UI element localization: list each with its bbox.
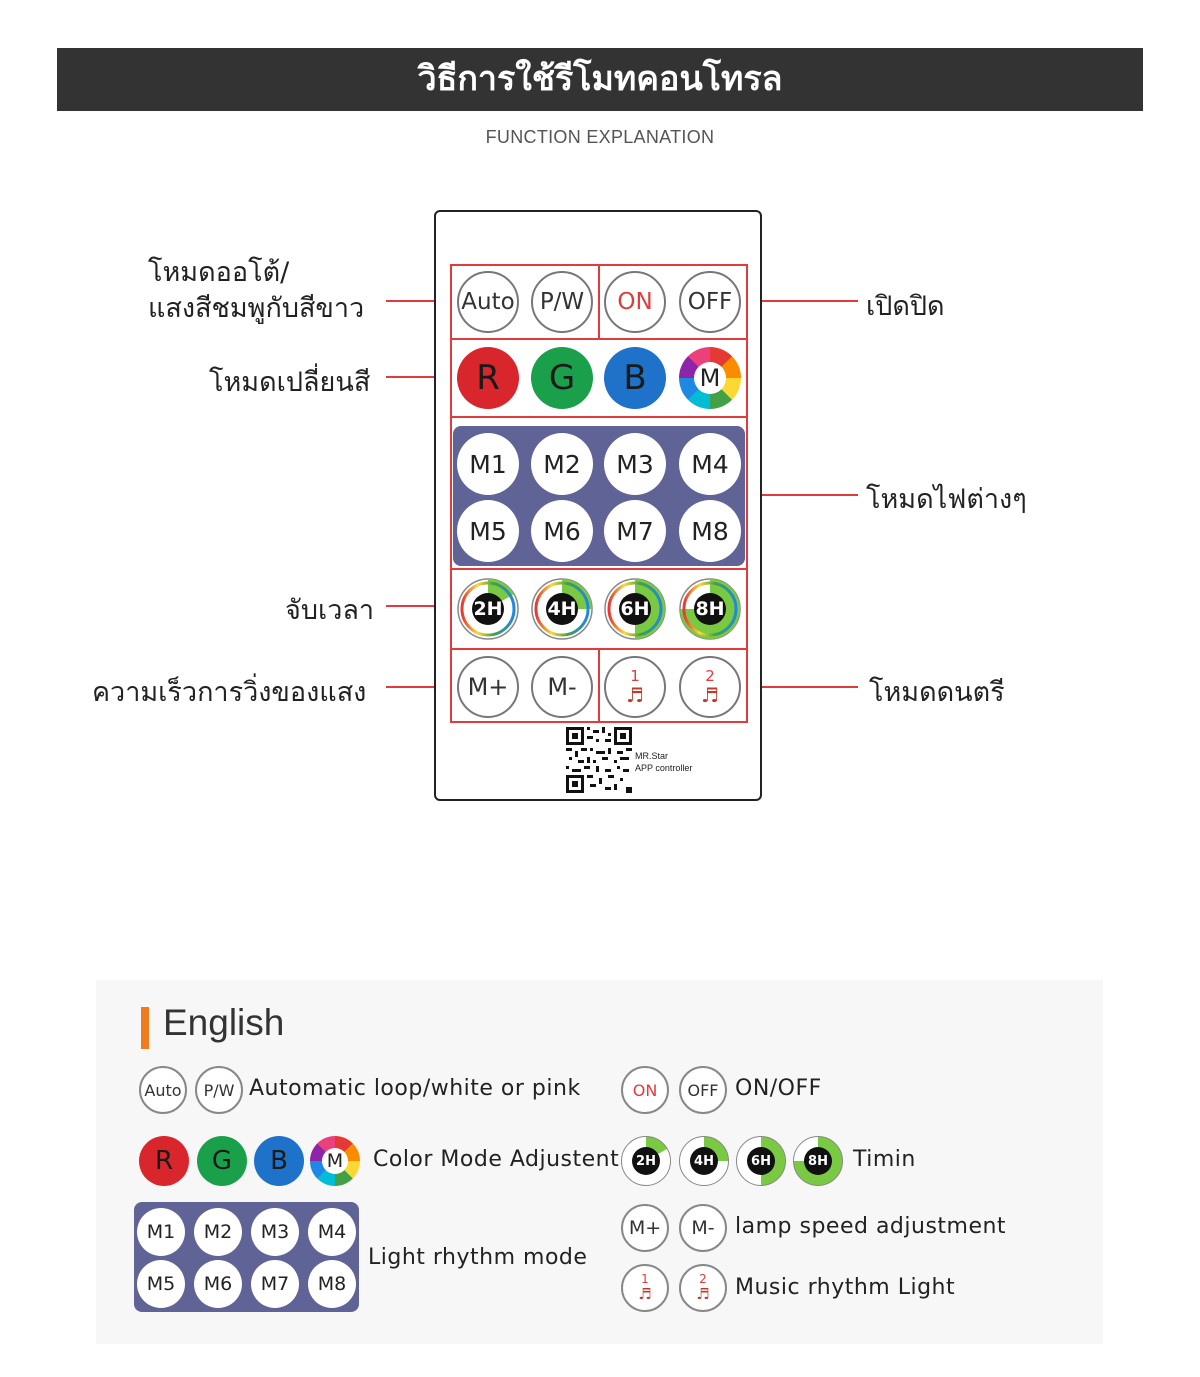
legend-color-mode-text: Color Mode Adjustent	[373, 1147, 620, 1172]
english-accent-bar	[141, 1007, 149, 1049]
connector-music	[748, 686, 858, 688]
auto-button[interactable]: Auto	[457, 271, 519, 333]
label-color-mode: โหมดเปลี่ยนสี	[209, 367, 371, 398]
legend-timer-label-2h: 2H	[632, 1147, 660, 1175]
music-number-1: 1	[630, 667, 640, 685]
red-button[interactable]: R	[457, 347, 519, 409]
mode-button-m5[interactable]: M5	[457, 500, 519, 562]
connector-light-modes	[748, 494, 858, 496]
label-music: โหมดดนตรี	[869, 677, 1005, 708]
blue-button[interactable]: B	[604, 347, 666, 409]
timer-button-8h[interactable]	[679, 578, 741, 640]
legend-timer-4h	[679, 1136, 729, 1186]
legend-on-button: ON	[621, 1066, 669, 1114]
mode-button-m2[interactable]: M2	[531, 433, 593, 495]
legend-timer-2h	[621, 1136, 671, 1186]
label-auto-pw-line1: โหมดออโต้/	[148, 257, 290, 288]
legend-auto-pw-text: Automatic loop/white or pink	[249, 1076, 581, 1101]
legend-pw-button: P/W	[195, 1066, 243, 1114]
mode-button-m8[interactable]: M8	[679, 500, 741, 562]
legend-multicolor-label: M	[322, 1148, 348, 1174]
connector-on-off	[748, 300, 858, 302]
on-button[interactable]: ON	[604, 271, 666, 333]
music-number-2: 2	[705, 667, 715, 685]
music-button-2[interactable]	[679, 656, 741, 718]
timer-button-4h[interactable]	[531, 578, 593, 640]
legend-timer-label-4h: 4H	[690, 1147, 718, 1175]
mode-button-m6[interactable]: M6	[531, 500, 593, 562]
legend-music-2	[679, 1264, 727, 1312]
page-title: วิธีการใช้รีโมทคอนโทรล	[417, 59, 783, 99]
legend-blue-button: B	[254, 1136, 304, 1186]
music-note-icon: ♬	[626, 683, 644, 707]
legend-mode-m6: M6	[194, 1260, 242, 1308]
music-note-icon: ♬	[696, 1285, 710, 1303]
legend-music-text: Music rhythm Light	[735, 1275, 956, 1300]
english-title: English	[163, 1002, 285, 1043]
music-note-icon: ♬	[638, 1285, 652, 1303]
legend-mode-m4: M4	[308, 1208, 356, 1256]
music-button-1[interactable]	[604, 656, 666, 718]
legend-multicolor-button	[310, 1136, 360, 1186]
legend-music-1	[621, 1264, 669, 1312]
multicolor-button[interactable]	[679, 347, 741, 409]
legend-timer-text: Timin	[853, 1147, 916, 1172]
speed-down-button[interactable]: M-	[531, 656, 593, 718]
label-timer: จับเวลา	[285, 595, 375, 626]
label-light-modes: โหมดไฟต่างๆ	[866, 484, 1027, 515]
legend-off-button: OFF	[679, 1066, 727, 1114]
mode-button-m4[interactable]: M4	[679, 433, 741, 495]
pw-button[interactable]: P/W	[531, 271, 593, 333]
page-subtitle: FUNCTION EXPLANATION	[485, 127, 715, 147]
legend-red-button: R	[139, 1136, 189, 1186]
legend-mode-m2: M2	[194, 1208, 242, 1256]
mode-button-m1[interactable]: M1	[457, 433, 519, 495]
qr-caption-line2: APP controller	[635, 763, 693, 773]
header-bar	[57, 48, 1143, 111]
label-speed: ความเร็วการวิ่งของแสง	[92, 677, 367, 708]
timer-label-6h: 6H	[620, 598, 650, 620]
legend-timer-8h	[793, 1136, 843, 1186]
legend-mode-m3: M3	[251, 1208, 299, 1256]
timer-label-8h: 8H	[695, 598, 725, 620]
legend-music-number-2: 2	[699, 1272, 707, 1286]
speed-up-button[interactable]: M+	[457, 656, 519, 718]
legend-light-rhythm-text: Light rhythm mode	[368, 1245, 588, 1270]
timer-label-4h: 4H	[547, 598, 577, 620]
qr-caption-line1: MR.Star	[635, 751, 669, 761]
multicolor-label: M	[694, 362, 726, 394]
off-button[interactable]: OFF	[679, 271, 741, 333]
label-auto-pw-line2: แสงสีชมพูกับสีขาว	[148, 293, 365, 324]
legend-speed-text: lamp speed adjustment	[735, 1214, 1007, 1239]
timer-label-2h: 2H	[473, 598, 503, 620]
green-button[interactable]: G	[531, 347, 593, 409]
legend-timer-label-8h: 8H	[804, 1147, 832, 1175]
legend-mode-m5: M5	[137, 1260, 185, 1308]
legend-speed-down: M-	[679, 1204, 727, 1252]
music-note-icon: ♬	[701, 683, 719, 707]
legend-on-off-text: ON/OFF	[735, 1076, 822, 1101]
qr-code-icon	[566, 727, 632, 793]
label-on-off: เปิดปิด	[866, 291, 945, 322]
mode-button-m3[interactable]: M3	[604, 433, 666, 495]
legend-mode-m7: M7	[251, 1260, 299, 1308]
legend-mode-m8: M8	[308, 1260, 356, 1308]
timer-button-6h[interactable]	[604, 578, 666, 640]
timer-button-2h[interactable]	[457, 578, 519, 640]
legend-timer-6h	[736, 1136, 786, 1186]
legend-green-button: G	[197, 1136, 247, 1186]
legend-auto-button: Auto	[139, 1066, 187, 1114]
legend-timer-label-6h: 6H	[747, 1147, 775, 1175]
mode-button-m7[interactable]: M7	[604, 500, 666, 562]
legend-mode-m1: M1	[137, 1208, 185, 1256]
legend-music-number-1: 1	[641, 1272, 649, 1286]
legend-speed-up: M+	[621, 1204, 669, 1252]
